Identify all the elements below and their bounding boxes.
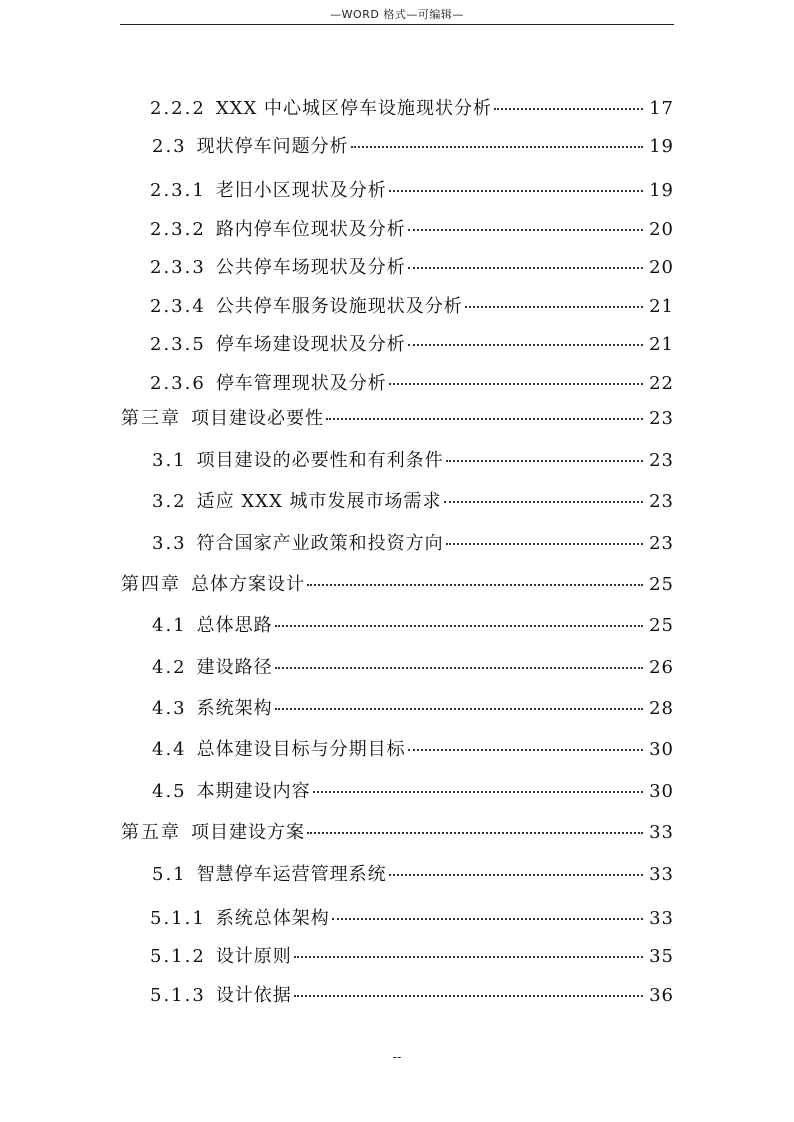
toc-dot-leader [307,584,643,586]
toc-entry-number: 2.3.1 [150,180,206,201]
toc-entry-page-number: 22 [649,373,674,394]
toc-entry-title: 总体思路 [196,615,273,636]
toc-entry[interactable] [150,334,674,356]
toc-dot-leader [444,501,644,503]
toc-dot-leader [307,832,643,834]
toc-entry[interactable] [150,946,674,968]
toc-entry-page-number: 17 [649,98,674,119]
toc-dot-leader [294,956,643,958]
toc-dot-leader [408,229,643,231]
toc-entry-title: 建设路径 [196,657,273,678]
page-header: —WORD 格式—可编辑— [330,8,464,21]
toc-dot-leader [408,749,643,751]
toc-entry[interactable] [150,219,674,241]
toc-entry-title: 老旧小区现状及分析 [215,180,387,201]
toc-dot-leader [408,267,643,269]
toc-dot-leader [294,995,643,997]
toc-entry-number: 第五章 [121,822,181,843]
toc-dot-leader [494,108,643,110]
toc-entry-number: 2.3.5 [150,334,206,355]
toc-entry-number: 4.2 [152,657,187,678]
toc-entry[interactable] [150,180,674,202]
toc-entry-page-number: 36 [649,985,674,1006]
toc-entry-title: 系统总体架构 [215,908,330,929]
toc-dot-leader [326,418,643,420]
toc-dot-leader [408,344,643,346]
toc-entry-number: 2.3.2 [150,219,206,240]
toc-entry-page-number: 23 [649,491,674,512]
toc-entry-number: 2.2.2 [150,98,206,119]
toc-entry-title: 设计原则 [215,946,292,967]
toc-entry-number: 4.4 [152,739,187,760]
toc-entry-number: 4.3 [152,698,187,719]
toc-dot-leader [275,667,643,669]
toc-dot-leader [389,874,643,876]
toc-entry-number: 5.1.3 [150,985,206,1006]
toc-entry-title: 项目建设方案 [191,822,305,843]
toc-entry[interactable] [152,864,674,886]
toc-entry-page-number: 23 [649,408,674,429]
toc-entry-page-number: 33 [649,908,674,929]
toc-entry-page-number: 30 [649,781,674,802]
toc-entry-number: 4.5 [152,781,187,802]
toc-entry-page-number: 33 [649,822,674,843]
toc-entry-title: 公共停车场现状及分析 [215,257,406,278]
toc-entry-title: 适应 XXX 城市发展市场需求 [196,491,442,512]
toc-entry[interactable] [150,373,674,395]
toc-entry-number: 5.1.1 [150,908,206,929]
toc-entry[interactable] [121,408,674,430]
toc-entry-page-number: 23 [649,533,674,554]
toc-entry-title: 路内停车位现状及分析 [215,219,406,240]
toc-entry[interactable] [152,657,674,679]
toc-entry-number: 3.2 [152,491,187,512]
toc-entry-title: 停车管理现状及分析 [215,373,387,394]
toc-entry-page-number: 19 [649,136,674,157]
toc-dot-leader [446,460,643,462]
toc-entry-page-number: 20 [649,219,674,240]
toc-entry-number: 第四章 [121,574,181,595]
toc-entry[interactable] [152,450,674,472]
toc-entry-title: 符合国家产业政策和投资方向 [196,533,444,554]
toc-entry[interactable] [152,136,674,158]
toc-dot-leader [313,791,643,793]
toc-dot-leader [275,708,643,710]
toc-dot-leader [446,543,643,545]
toc-entry-title: 公共停车服务设施现状及分析 [215,296,463,317]
toc-entry-number: 第三章 [121,408,181,429]
toc-entry-number: 5.1 [152,864,187,885]
toc-entry-title: 智慧停车运营管理系统 [196,864,387,885]
toc-entry-page-number: 21 [649,334,674,355]
toc-entry-page-number: 33 [649,864,674,885]
toc-dot-leader [389,383,643,385]
toc-dot-leader [389,190,643,192]
toc-entry-page-number: 25 [649,574,674,595]
toc-entry-number: 4.1 [152,615,187,636]
toc-entry-title: 项目建设必要性 [191,408,324,429]
toc-entry-number: 3.1 [152,450,187,471]
toc-entry[interactable] [121,822,674,844]
toc-entry-page-number: 26 [649,657,674,678]
toc-entry[interactable] [150,257,674,279]
toc-entry-title: 设计依据 [215,985,292,1006]
toc-entry-page-number: 21 [649,296,674,317]
toc-entry-page-number: 28 [649,698,674,719]
toc-entry-number: 2.3.6 [150,373,206,394]
toc-entry[interactable] [150,98,674,120]
toc-entry-title: XXX 中心城区停车设施现状分析 [215,98,492,119]
toc-entry-page-number: 23 [649,450,674,471]
toc-entry-number: 2.3 [152,136,187,157]
toc-entry-page-number: 25 [649,615,674,636]
toc-entry[interactable] [152,739,674,761]
toc-dot-leader [332,918,643,920]
toc-entry-page-number: 20 [649,257,674,278]
toc-entry-page-number: 35 [649,946,674,967]
toc-entry[interactable] [150,908,674,930]
toc-entry-title: 停车场建设现状及分析 [215,334,406,355]
toc-entry-number: 2.3.4 [150,296,206,317]
toc-entry-title: 本期建设内容 [196,781,311,802]
page-footer: -- [392,1050,402,1064]
toc-entry[interactable] [152,491,674,513]
toc-entry[interactable] [150,985,674,1007]
toc-entry-title: 现状停车问题分析 [196,136,349,157]
toc-entry-page-number: 19 [649,180,674,201]
toc-dot-leader [351,146,643,148]
toc-entry[interactable] [152,533,674,555]
toc-entry[interactable] [152,698,674,720]
toc-dot-leader [465,306,643,308]
toc-entry-page-number: 30 [649,739,674,760]
toc-entry-number: 2.3.3 [150,257,206,278]
toc-dot-leader [275,625,643,627]
toc-entry-number: 3.3 [152,533,187,554]
toc-entry-title: 总体方案设计 [191,574,305,595]
toc-entry-number: 5.1.2 [150,946,206,967]
toc-entry-title: 项目建设的必要性和有利条件 [196,450,444,471]
toc-entry[interactable] [150,296,674,318]
toc-entry-title: 系统架构 [196,698,273,719]
toc-entry[interactable] [152,615,674,637]
toc-entry[interactable] [152,781,674,803]
toc-entry[interactable] [121,574,674,596]
toc-entry-title: 总体建设目标与分期目标 [196,739,406,760]
